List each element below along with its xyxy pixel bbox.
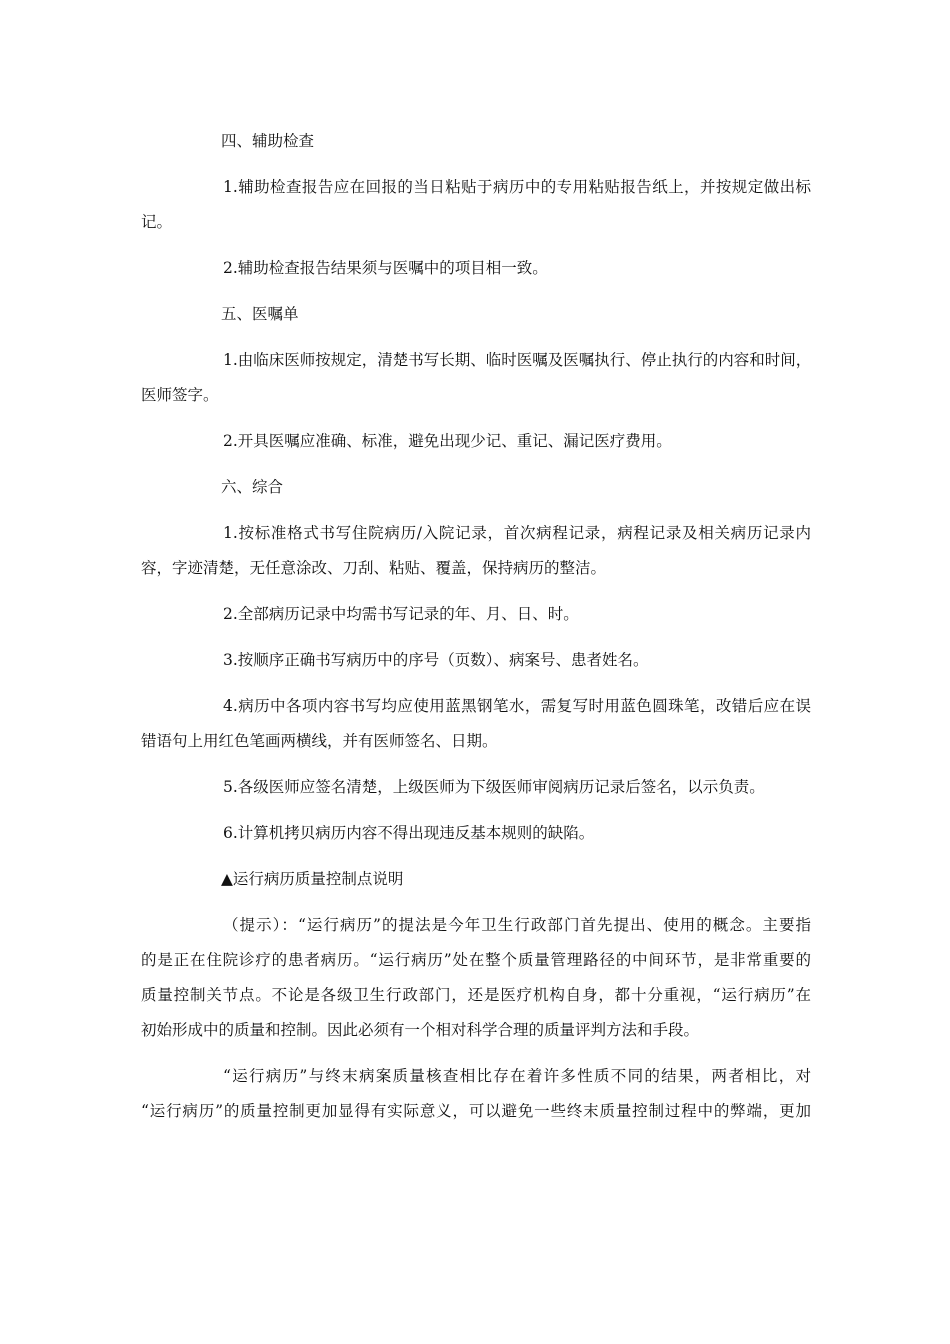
paragraph-line: 错语句上用红色笔画两横线，并有医师签名、日期。 [141,732,498,750]
paragraph-line: 2.开具医嘱应准确、标准，避免出现少记、重记、漏记医疗费用。 [223,432,672,450]
section-heading-orders: 五、医嘱单 [221,305,299,323]
paragraph-line: 记。 [141,213,173,231]
paragraph-line: 2.辅助检查报告结果须与医嘱中的项目相一致。 [223,259,548,277]
paragraph-line: 容，字迹清楚，无任意涂改、刀刮、粘贴、覆盖，保持病历的整洁。 [141,559,607,577]
section-heading-auxiliary-exam: 四、辅助检查 [221,132,315,150]
paragraph-line: “运行病历”与终末病案质量核查相比存在着许多性质不同的结果，两者相比，对 [223,1067,811,1085]
paragraph-line: 质量控制关节点。不论是各级卫生行政部门，还是医疗机构自身，都十分重视，“运行病历”在 [141,986,811,1004]
paragraph-line: 1.由临床医师按规定，清楚书写长期、临时医嘱及医嘱执行、停止执行的内容和时间， [223,351,812,369]
paragraph-line: 初始形成中的质量和控制。因此必须有一个相对科学合理的质量评判方法和手段。 [141,1021,700,1039]
paragraph-line: 3.按顺序正确书写病历中的序号（页数）、病案号、患者姓名。 [223,651,649,669]
paragraph-line: 2.全部病历记录中均需书写记录的年、月、日、时。 [223,605,579,623]
paragraph-line: 1.按标准格式书写住院病历/入院记录，首次病程记录，病程记录及相关病历记录内 [223,524,811,542]
paragraph-line: （提示）：“运行病历”的提法是今年卫生行政部门首先提出、使用的概念。主要指 [223,916,811,934]
document-body [141,126,811,1122]
paragraph-line: 4.病历中各项内容书写均应使用蓝黑钢笔水，需复写时用蓝色圆珠笔，改错后应在误 [223,697,811,715]
paragraph-line: 医师签字。 [141,386,219,404]
paragraph-line: “运行病历”的质量控制更加显得有实际意义，可以避免一些终末质量控制过程中的弊端，更加 [141,1102,811,1120]
paragraph-line: 的是正在住院诊疗的患者病历。“运行病历”处在整个质量管理路径的中间环节，是非常重要的 [141,951,811,969]
section-heading-general: 六、综合 [221,478,284,496]
paragraph-line: 1.辅助检查报告应在回报的当日粘贴于病历中的专用粘贴报告纸上，并按规定做出标 [223,178,811,196]
section-heading-running-records: ▲运行病历质量控制点说明 [221,870,404,888]
paragraph-line: 5.各级医师应签名清楚，上级医师为下级医师审阅病历记录后签名，以示负责。 [223,778,765,796]
paragraph-line: 6.计算机拷贝病历内容不得出现违反基本规则的缺陷。 [223,824,595,842]
